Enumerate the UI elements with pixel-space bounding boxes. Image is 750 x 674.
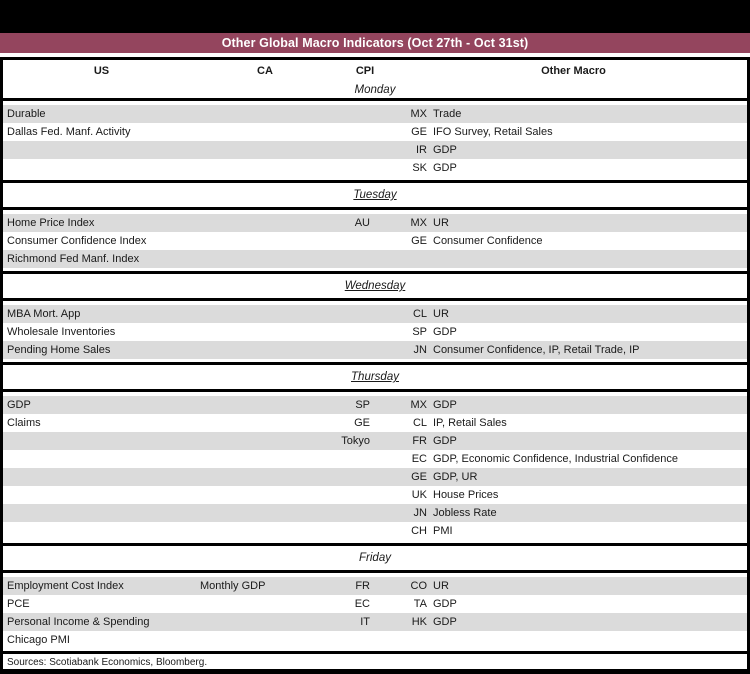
cell-cpi: GE: [354, 417, 370, 429]
cell-other-macro: GDP: [433, 144, 457, 156]
day-section-thursday: [3, 392, 747, 543]
cell-country-code: GE: [411, 471, 427, 483]
cell-country-code: CO: [410, 580, 427, 592]
table-title-bar: [0, 33, 750, 53]
cell-us: GDP: [7, 399, 31, 411]
table-row: [3, 504, 747, 522]
column-header-ca: CA: [257, 64, 273, 77]
day-sections: [3, 101, 747, 651]
day-divider: [3, 362, 747, 392]
day-label-wednesday: Wednesday: [344, 280, 406, 292]
cell-other-macro: UR: [433, 308, 449, 320]
cell-other-macro: PMI: [433, 525, 453, 537]
cell-us: Employment Cost Index: [7, 580, 124, 592]
cell-country-code: JN: [413, 507, 427, 519]
table-row: [3, 232, 747, 250]
table-row: [3, 159, 747, 177]
cell-country-code: UK: [411, 489, 427, 501]
day-label-monday: Monday: [354, 83, 396, 96]
table-row: [3, 522, 747, 540]
table-row: [3, 595, 747, 613]
cell-country-code: SK: [412, 162, 427, 174]
cell-other-macro: Consumer Confidence, IP, Retail Trade, IP: [433, 344, 640, 356]
column-header-other-macro: Other Macro: [541, 64, 606, 77]
cell-us: Home Price Index: [7, 217, 95, 229]
day-label-friday: Friday: [359, 552, 391, 564]
cell-cpi: EC: [354, 598, 370, 610]
day-label-tuesday: Tuesday: [353, 189, 397, 201]
cell-us: Richmond Fed Manf. Index: [7, 253, 140, 265]
table-row: [3, 214, 747, 232]
table-row: [3, 486, 747, 504]
cell-us: Pending Home Sales: [7, 344, 111, 356]
cell-us: Wholesale Inventories: [7, 326, 116, 338]
cell-other-macro: GDP: [433, 435, 457, 447]
cell-us: Claims: [7, 417, 41, 429]
top-black-band: [0, 0, 750, 33]
table-title: Other Global Macro Indicators (Oct 27th - Oct 31st): [221, 36, 529, 50]
cell-country-code: IR: [416, 144, 427, 156]
column-header-us: US: [93, 64, 110, 77]
cell-country-code: CH: [411, 525, 427, 537]
table-body: [0, 57, 750, 669]
cell-country-code: GE: [411, 235, 427, 247]
day-divider: [3, 271, 747, 301]
cell-country-code: CL: [412, 417, 427, 429]
day-section-wednesday: [3, 301, 747, 362]
table-row: [3, 613, 747, 631]
day-section-tuesday: [3, 210, 747, 271]
cell-other-macro: Trade: [433, 108, 462, 120]
cell-country-code: CL: [412, 308, 427, 320]
cell-us: Chicago PMI: [7, 634, 70, 646]
table-row: [3, 250, 747, 268]
table-row: [3, 631, 747, 649]
cell-cpi: IT: [360, 616, 370, 628]
cell-other-macro: UR: [433, 217, 449, 229]
cell-other-macro: GDP: [433, 598, 457, 610]
cell-country-code: TA: [413, 598, 427, 610]
cell-other-macro: GDP: [433, 399, 457, 411]
cell-ca: Monthly GDP: [200, 580, 266, 592]
cell-other-macro: GDP, UR: [433, 471, 478, 483]
cell-other-macro: GDP, Economic Confidence, Industrial Confidence: [433, 453, 678, 465]
cell-country-code: MX: [410, 108, 427, 120]
table-row: [3, 577, 747, 595]
cell-cpi: SP: [355, 399, 370, 411]
table-row: [3, 432, 747, 450]
cell-other-macro: Consumer Confidence: [433, 235, 543, 247]
table-row: [3, 468, 747, 486]
cell-other-macro: UR: [433, 580, 449, 592]
table-row: [3, 323, 747, 341]
cell-other-macro: GDP: [433, 162, 457, 174]
cell-us: MBA Mort. App: [7, 308, 81, 320]
cell-us: Consumer Confidence Index: [7, 235, 147, 247]
cell-country-code: MX: [410, 217, 427, 229]
cell-country-code: HK: [411, 616, 427, 628]
cell-other-macro: House Prices: [433, 489, 499, 501]
cell-country-code: MX: [410, 399, 427, 411]
table-row: [3, 396, 747, 414]
cell-country-code: JN: [413, 344, 427, 356]
column-header-row: [3, 60, 747, 81]
sources-note: Sources: Scotiabank Economics, Bloomberg.: [7, 656, 208, 668]
cell-us: Dallas Fed. Manf. Activity: [7, 126, 131, 138]
cell-cpi: Tokyo: [341, 435, 370, 447]
cell-us: Durable: [7, 108, 46, 120]
table-row: [3, 450, 747, 468]
table-row: [3, 105, 747, 123]
cell-other-macro: GDP: [433, 326, 457, 338]
cell-cpi: AU: [354, 217, 370, 229]
cell-cpi: FR: [355, 580, 370, 592]
day-divider: [3, 180, 747, 210]
cell-other-macro: IP, Retail Sales: [433, 417, 507, 429]
table-row: [3, 123, 747, 141]
cell-country-code: EC: [411, 453, 427, 465]
day-section-monday: [3, 101, 747, 180]
day-divider: [3, 543, 747, 573]
table-row: [3, 341, 747, 359]
cell-country-code: FR: [412, 435, 427, 447]
cell-us: Personal Income & Spending: [7, 616, 150, 628]
cell-country-code: SP: [412, 326, 427, 338]
cell-other-macro: GDP: [433, 616, 457, 628]
table-row: [3, 305, 747, 323]
day-label-thursday: Thursday: [351, 371, 399, 383]
cell-country-code: GE: [411, 126, 427, 138]
column-header-cpi: CPI: [355, 64, 375, 77]
cell-other-macro: IFO Survey, Retail Sales: [433, 126, 553, 138]
cell-other-macro: Jobless Rate: [433, 507, 497, 519]
cell-us: PCE: [7, 598, 30, 610]
day-section-friday: [3, 573, 747, 651]
table-row: [3, 141, 747, 159]
table-row: [3, 414, 747, 432]
bottom-black-band: [0, 669, 750, 674]
